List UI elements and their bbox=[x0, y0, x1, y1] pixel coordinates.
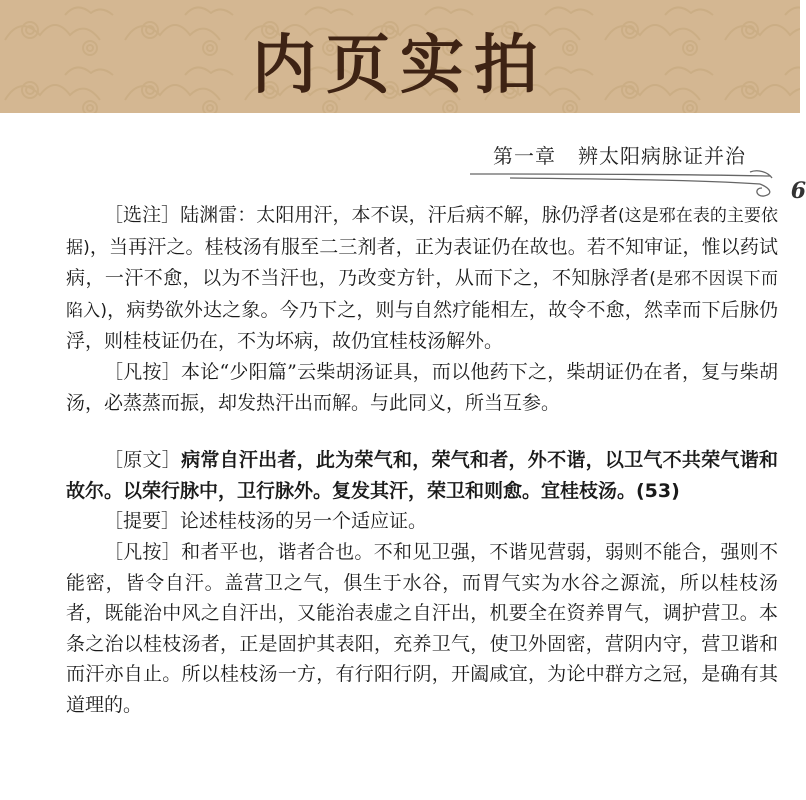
body-text: 病常自汗出者，此为荣气和，荣气和者，外不谐，以卫气不共荣气谐和故尔。以荣行脉中，卫行脉外。复发其汗，荣卫和则愈。宜桂枝汤。(53) bbox=[66, 449, 778, 502]
banner-title: 内页实拍 bbox=[252, 28, 548, 103]
body-text: 本论“少阳篇”云柴胡汤证具，而以他药下之，柴胡证仍在者，复与柴胡汤，必蒸蒸而振，却发热汗出而解。与此同义，所当互参。 bbox=[66, 360, 778, 414]
paragraph-label: ［原文］ bbox=[104, 449, 182, 472]
body-text: 和者平也，谐者合也。不和见卫强，不谐见营弱，弱则不能合，强则不能密，皆令自汗。盖营卫之气，俱生于水谷，而胃气实为水谷之源流，所以桂枝汤者，既能治中风之自汗出，又能治表虚之自汗出，机要全在资养胃气，调护营卫。本条之治以桂枝汤者，正是固护其表阳，充养卫气，使卫外固密，营阴内守，营卫谐和而汗亦自止。所以桂枝汤一方，有行阳行阴，开阖咸宜，为论中群方之冠，是确有其道理的。 bbox=[66, 540, 778, 716]
paragraph bbox=[66, 200, 778, 357]
paragraph bbox=[66, 445, 778, 506]
body-text: 陆渊雷：太阳用汗，本不误，汗后病不解，脉仍浮者 bbox=[180, 204, 619, 226]
page-number: 6 bbox=[790, 178, 806, 204]
paragraph bbox=[66, 506, 778, 537]
paragraph-label: ［凡按］ bbox=[104, 360, 181, 383]
page-body bbox=[66, 200, 778, 721]
chapter-ornament bbox=[470, 168, 800, 200]
paragraph bbox=[66, 537, 778, 721]
annotation-text: (是邪不因误下而陷入) bbox=[66, 269, 778, 321]
annotation-text: (这是邪在表的主要依据) bbox=[66, 206, 778, 258]
paragraph-label: ［提要］ bbox=[104, 510, 181, 533]
body-text: ，病势欲外达之象。今乃下之，则与自然疗能相左，故令不愈，然幸而下后脉仍浮，则桂枝证仍在，不为坏病，故仍宜桂枝汤解外。 bbox=[66, 298, 778, 353]
paragraph-label: ［选注］ bbox=[104, 204, 181, 226]
paragraph-label: ［凡按］ bbox=[104, 540, 182, 563]
chapter-number: 第一章 bbox=[493, 144, 556, 168]
body-text: ，当再汗之。桂枝汤有服至二三剂者，正为表证仍在故也。若不知审证，惟以药试病，一汗不愈，以为不当汗也，乃改变方针，从而下之，不知脉浮者 bbox=[66, 235, 778, 290]
chapter-title: 辨太阳病脉证并治 bbox=[578, 144, 746, 168]
banner bbox=[0, 0, 800, 113]
chapter-header bbox=[493, 140, 746, 169]
paragraph bbox=[66, 357, 778, 418]
body-text: 论述桂枝汤的另一个适应证。 bbox=[180, 510, 428, 533]
